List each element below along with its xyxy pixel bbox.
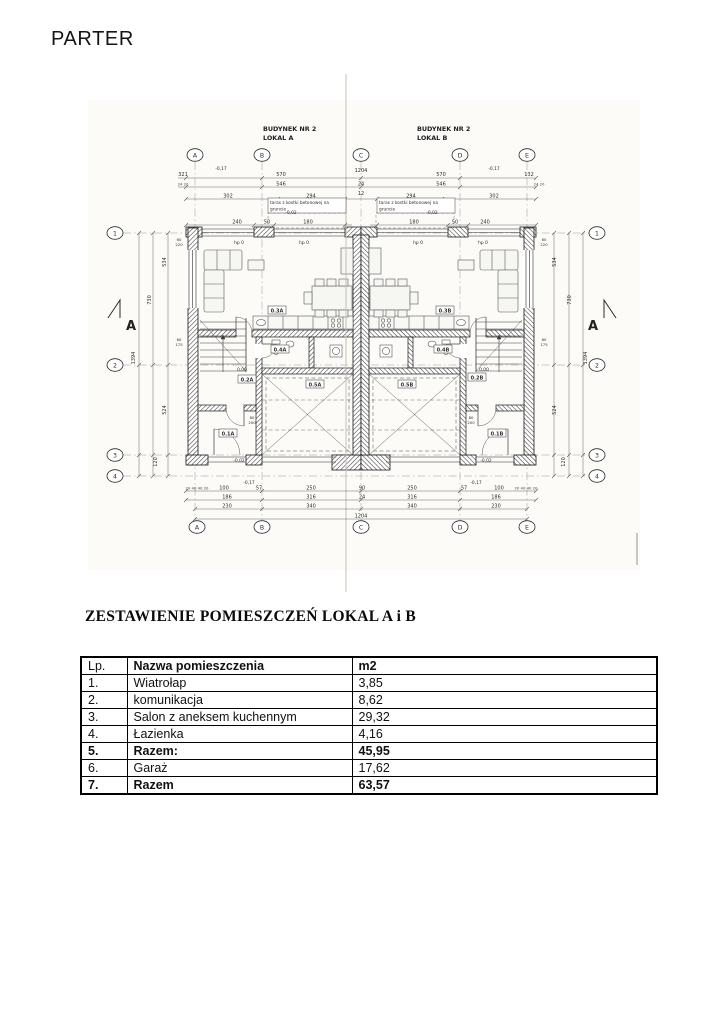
dim-label: 20 40 40 20	[514, 485, 538, 491]
dim-label: 524	[162, 405, 168, 415]
table-row	[81, 709, 657, 726]
hp-label: hp 0	[234, 241, 244, 246]
dim-label: 132	[524, 172, 534, 178]
dim-label: 316	[407, 494, 417, 501]
cell-name: Razem:	[127, 743, 352, 760]
cell-name: Wiatrołap	[127, 675, 352, 692]
dim-label: 250	[407, 485, 417, 492]
room-label: 0.2B	[470, 375, 484, 382]
level-label: 0,00	[479, 368, 489, 373]
room-label: 0.1A	[221, 431, 235, 438]
grid-row-label: 1	[595, 230, 599, 238]
dim-label: 294	[406, 193, 416, 200]
dim-label: 316	[306, 494, 316, 501]
dim-label: 12	[357, 191, 365, 197]
cell-lp: 1.	[81, 675, 127, 692]
cell-name: komunikacja	[127, 692, 352, 709]
cell-name: Salon z aneksem kuchennym	[127, 709, 352, 726]
cell-lp: 7.	[81, 777, 127, 795]
dim-label: 546	[276, 181, 286, 188]
room-label: 0.5A	[308, 382, 322, 389]
grid-col-label: C	[358, 152, 364, 160]
cell-lp: 4.	[81, 726, 127, 743]
dim-label: 302	[223, 193, 233, 200]
section-label: A	[126, 319, 137, 334]
terrace-note: gruncie	[379, 207, 396, 213]
cell-lp: 2.	[81, 692, 127, 709]
room-label: 0.3A	[270, 308, 284, 315]
grid-col-label: E	[525, 524, 529, 532]
dim-label: 546	[436, 181, 446, 188]
dim-label: 180	[303, 219, 313, 226]
header-lp: Lp.	[81, 657, 127, 675]
grid-col-label: D	[457, 152, 463, 160]
grid-col-label: A	[194, 524, 200, 532]
hp-label: hp 0	[478, 241, 488, 246]
room-label: 0.4A	[273, 347, 287, 354]
dim-label: 250	[306, 485, 316, 492]
dim-label: 90	[358, 485, 366, 492]
header-area: m2	[352, 657, 657, 675]
cell-name: Razem	[127, 777, 352, 795]
cell-area: 3,85	[352, 675, 657, 692]
area-table	[80, 656, 658, 795]
dim-label: 321	[178, 172, 188, 178]
table-row	[81, 675, 657, 692]
grid-row-label: 1	[113, 230, 117, 238]
door-dim: 80	[249, 415, 255, 420]
terrace-note: taras z kostki betonowej na	[270, 201, 329, 206]
level-label: -0,17	[243, 481, 255, 486]
level-label: -0,02	[285, 211, 297, 216]
window-dim: 60	[541, 237, 547, 242]
page-title: PARTER	[51, 28, 134, 50]
dim-label: 24 20	[177, 181, 189, 187]
cell-lp: 3.	[81, 709, 127, 726]
hp-label: hp 0	[413, 241, 423, 246]
room-label: 0.2A	[240, 377, 254, 384]
cell-area: 63,57	[352, 777, 657, 795]
room-label: 0.3B	[438, 308, 452, 315]
door-dim: 200	[248, 420, 256, 425]
grid-row-label: 2	[595, 362, 599, 370]
table-header-row	[81, 657, 657, 675]
building-label-a: LOKAL A	[263, 134, 294, 142]
window-dim: 60	[176, 337, 182, 342]
building-label-b: BUDYNEK NR 2	[417, 125, 471, 133]
table-row-total	[81, 777, 657, 795]
terrace-note: gruncie	[270, 207, 287, 213]
dim-label: 524	[552, 405, 558, 415]
grid-row-label: 4	[113, 473, 117, 481]
dim-label: 100	[219, 485, 229, 492]
table-row	[81, 726, 657, 743]
grid-row-label: 3	[595, 452, 599, 460]
building-label-b: LOKAL B	[417, 134, 448, 142]
dim-label: 24	[358, 494, 366, 501]
dim-label: 534	[552, 257, 558, 267]
dim-label: 1394	[131, 351, 137, 365]
dim-label: 57	[460, 485, 468, 492]
section-label: A	[587, 319, 598, 334]
dim-label: 230	[222, 503, 232, 510]
door-dim: 80	[468, 415, 474, 420]
dim-label: 340	[306, 503, 316, 510]
table-row	[81, 692, 657, 709]
grid-col-label: A	[192, 152, 198, 160]
cell-lp: 5.	[81, 743, 127, 760]
level-label: -0,17	[488, 167, 500, 172]
building-label-a: BUDYNEK NR 2	[263, 125, 317, 133]
dim-label: 340	[407, 503, 417, 510]
grid-col-label: E	[525, 152, 529, 160]
grid-col-label: B	[259, 152, 265, 160]
header-name: Nazwa pomieszczenia	[127, 657, 352, 675]
dim-label: 240	[232, 219, 242, 226]
dim-label: 1204	[354, 513, 368, 520]
dim-label: 20 40 40 20	[185, 485, 209, 491]
dim-label: 534	[162, 257, 168, 267]
level-label: 0,00	[237, 368, 247, 373]
cell-area: 17,62	[352, 760, 657, 777]
dim-label: 50	[263, 219, 271, 226]
room-label: 0.1B	[490, 431, 504, 438]
door-dim: 200	[467, 420, 475, 425]
window-dim: 175	[540, 342, 548, 347]
dim-label: 50	[451, 219, 459, 226]
cell-area: 45,95	[352, 743, 657, 760]
level-label: -0,02	[233, 459, 245, 464]
summary-title: ZESTAWIENIE POMIESZCZEŃ LOKAL A i B	[85, 608, 417, 625]
dim-label: 240	[480, 219, 490, 226]
window-dim: 220	[540, 242, 548, 247]
grid-col-label: B	[259, 524, 265, 532]
level-label: -0,02	[426, 211, 438, 216]
window-dim: 220	[175, 242, 183, 247]
area-summary-section	[80, 608, 658, 795]
dim-label: 100	[494, 485, 504, 492]
level-label: -0,17	[215, 167, 227, 172]
window-dim: 60	[176, 237, 182, 242]
cell-name: Łazienka	[127, 726, 352, 743]
dim-label: 186	[491, 494, 501, 501]
table-row-total	[81, 743, 657, 760]
dim-label: 570	[276, 172, 286, 178]
terrace-note: taras z kostki betonowej na	[379, 201, 438, 206]
cell-area: 29,32	[352, 709, 657, 726]
grid-row-label: 3	[113, 452, 117, 460]
dim-label: 730	[567, 295, 573, 305]
dim-label: 570	[436, 172, 446, 178]
room-label: 0.5B	[400, 382, 414, 389]
dim-label: 230	[491, 503, 501, 510]
dim-label: 57	[255, 485, 263, 492]
grid-col-label: C	[358, 524, 364, 532]
dim-label: 1394	[583, 351, 589, 365]
cell-area: 8,62	[352, 692, 657, 709]
window-dim: 175	[175, 342, 183, 347]
room-label: 0.4B	[436, 347, 450, 354]
cell-area: 4,16	[352, 726, 657, 743]
dim-label: 180	[409, 219, 419, 226]
level-label: -0,02	[480, 459, 492, 464]
hp-label: hp 0	[299, 241, 309, 246]
dim-label: 294	[306, 193, 316, 200]
table-row	[81, 760, 657, 777]
dim-label: 730	[147, 295, 153, 305]
cell-lp: 6.	[81, 760, 127, 777]
dim-label: 24 20	[533, 181, 545, 187]
window-dim: 60	[541, 337, 547, 342]
dim-label: 120	[153, 457, 159, 467]
dim-label: 1204	[354, 168, 368, 174]
dim-label: 24	[357, 181, 365, 188]
grid-row-label: 4	[595, 473, 599, 481]
level-label: -0,17	[470, 481, 482, 486]
dim-label: 302	[489, 193, 499, 200]
grid-col-label: D	[457, 524, 463, 532]
grid-row-label: 2	[113, 362, 117, 370]
dim-label: 186	[222, 494, 232, 501]
cell-name: Garaż	[127, 760, 352, 777]
dim-label: 120	[561, 457, 567, 467]
